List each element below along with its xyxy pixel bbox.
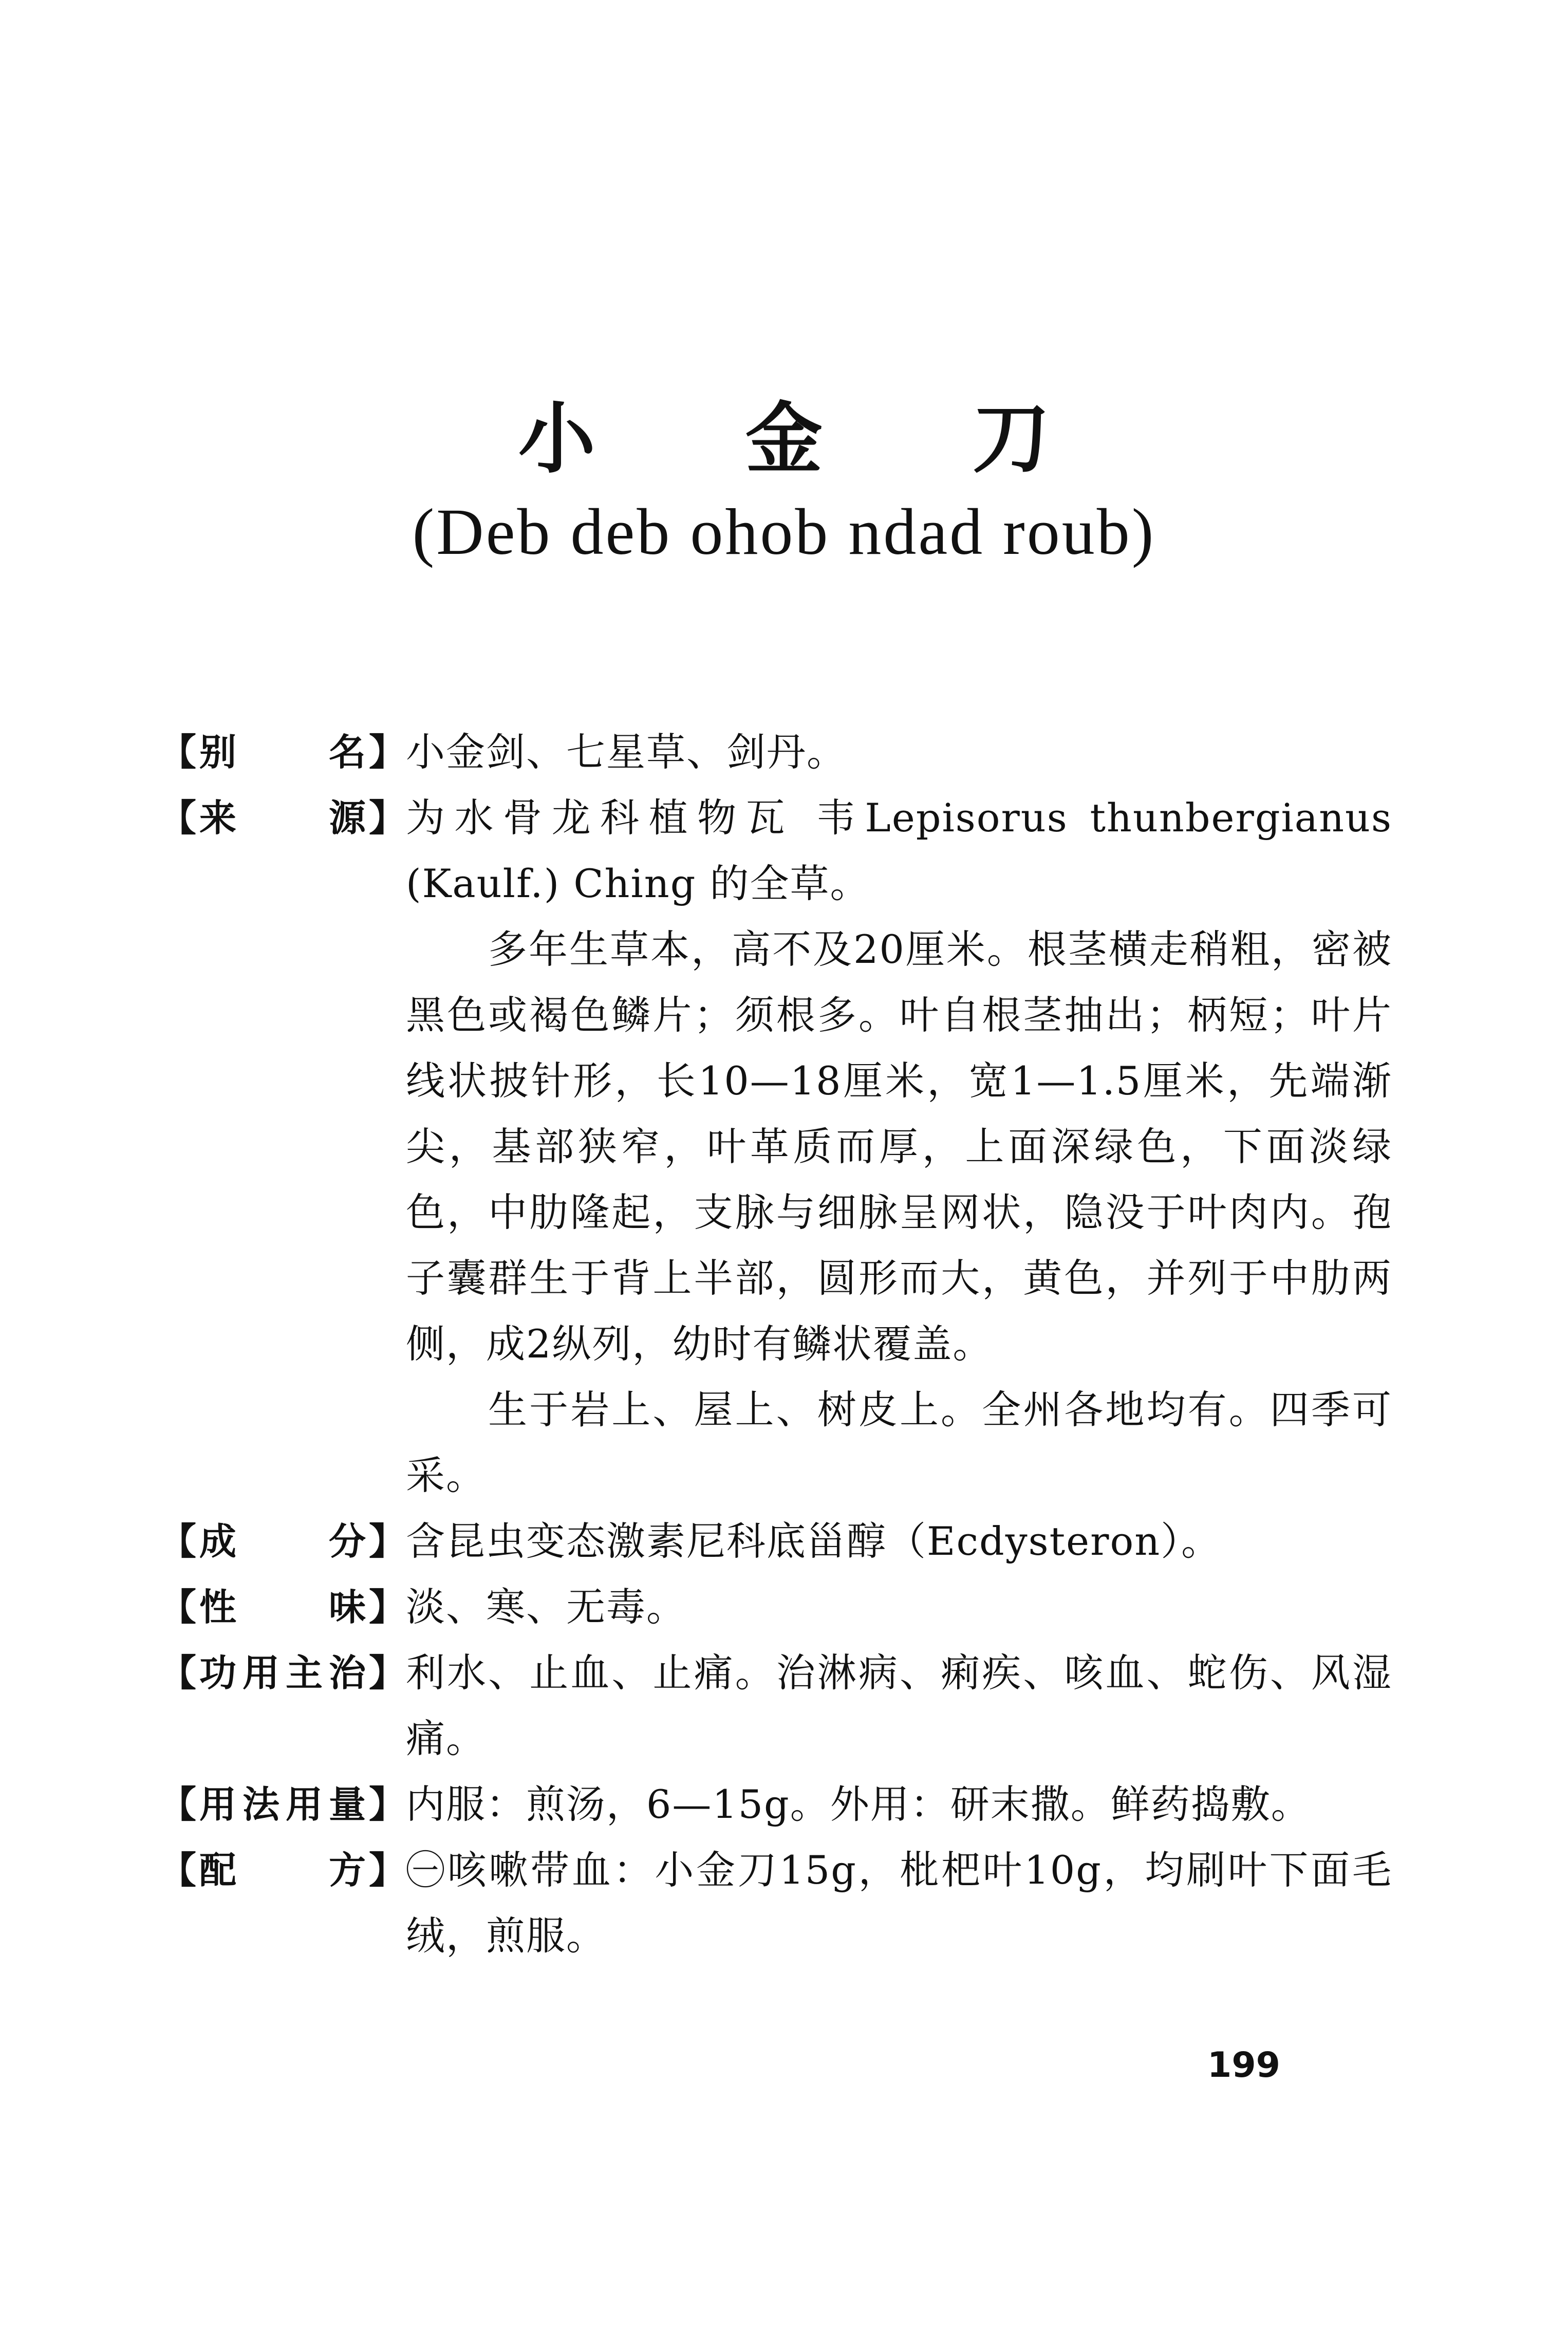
bracket-open: 【: [159, 731, 197, 774]
entry-body: [406, 1574, 1392, 1640]
entry-body: [406, 1772, 1392, 1837]
label-char: 主: [285, 1651, 323, 1695]
entry-text-habitat: 生于岩上、屋上、树皮上。全州各地均有。四季可采。: [406, 1387, 1392, 1498]
label-char: 量: [328, 1783, 366, 1826]
label-char: 配: [199, 1849, 237, 1892]
label-char: 用: [199, 1783, 237, 1826]
entry-list: [159, 719, 1392, 1969]
label-char: 味: [328, 1586, 366, 1629]
entry-composition: [159, 1509, 1392, 1574]
bracket-close: 】: [368, 1520, 406, 1563]
label-char: 源: [328, 796, 366, 840]
bracket-open: 【: [159, 1783, 197, 1826]
page-number: 199: [1207, 2045, 1280, 2086]
label-char: 治: [328, 1651, 366, 1695]
entry-text-description: 多年生草本，高不及20厘米。根茎横走稍粗，密被黑色或褐色鳞片；须根多。叶自根茎抽出；柄短；叶片线状披针形，长10—18厘米，宽1—1.5厘米，先端渐尖，基部狭窄，叶革质而厚，上面深绿色，下面淡绿色，中肋隆起，支脉与细脉呈网状，隐没于叶肉内。孢子囊群生于背上半部，圆形而大，黄色，并列于中肋两侧，成2纵列，幼时有鳞状覆盖。: [406, 926, 1392, 1367]
entry-dosage: [159, 1772, 1392, 1837]
bracket-close: 】: [368, 1586, 406, 1629]
label-char: 来: [199, 796, 237, 840]
bracket-close: 】: [368, 1783, 406, 1826]
bracket-open: 【: [159, 1520, 197, 1563]
bracket-open: 【: [159, 1586, 197, 1629]
entry-label: [159, 1574, 406, 1640]
label-char: 用: [242, 1651, 280, 1695]
label-char: 分: [328, 1520, 366, 1563]
entry-label: [159, 719, 406, 785]
label-char: 成: [199, 1520, 237, 1563]
entry-prescription: [159, 1837, 1392, 1969]
label-char: 名: [328, 731, 366, 774]
label-char: 别: [199, 731, 237, 774]
label-char: 功: [199, 1651, 237, 1695]
entry-body: [406, 1837, 1392, 1969]
entry-body: [406, 719, 1392, 785]
entry-body: [406, 1640, 1392, 1772]
label-char: 方: [328, 1849, 366, 1892]
entry-text-origin: 为水骨龙科植物瓦 韦Lepisorus thunbergianus (Kaulf.) Ching 的全草。: [406, 795, 1392, 906]
entry-label: [159, 785, 406, 851]
page-title-romanized: (Deb deb ohob ndad roub): [412, 495, 1156, 568]
entry-text: 淡、寒、无毒。: [406, 1584, 686, 1630]
label-char: 性: [199, 1586, 237, 1629]
bracket-open: 【: [159, 1849, 197, 1892]
entry-indications: [159, 1640, 1392, 1772]
entry-text: 利水、止血、止痛。治淋病、痢疾、咳血、蛇伤、风湿痛。: [406, 1650, 1392, 1761]
entry-text: 小金剑、七星草、剑丹。: [406, 729, 847, 775]
bracket-close: 】: [368, 1651, 406, 1695]
entry-text: 含昆虫变态激素尼科底甾醇（Ecdysteron）。: [406, 1518, 1222, 1564]
label-char: 用: [285, 1783, 323, 1826]
entry-alias: [159, 719, 1392, 785]
entry-nature-taste: [159, 1574, 1392, 1640]
label-char: 法: [242, 1783, 280, 1826]
entry-label: [159, 1640, 406, 1706]
bracket-close: 】: [368, 796, 406, 840]
entry-body: [406, 785, 1392, 1509]
entry-body: [406, 1509, 1392, 1574]
page-title-chinese: 小 金 刀: [518, 395, 1112, 484]
bracket-open: 【: [159, 1651, 197, 1695]
entry-text: 内服：煎汤，6—15g。外用：研末撒。鲜药捣敷。: [406, 1781, 1311, 1827]
entry-label: [159, 1772, 406, 1837]
entry-label: [159, 1509, 406, 1574]
entry-text: ㊀咳嗽带血：小金刀15g，枇杷叶10g，均刷叶下面毛绒，煎服。: [406, 1847, 1392, 1959]
bracket-close: 】: [368, 731, 406, 774]
bracket-close: 】: [368, 1849, 406, 1892]
entry-source: [159, 785, 1392, 1509]
entry-label: [159, 1837, 406, 1903]
bracket-open: 【: [159, 796, 197, 840]
